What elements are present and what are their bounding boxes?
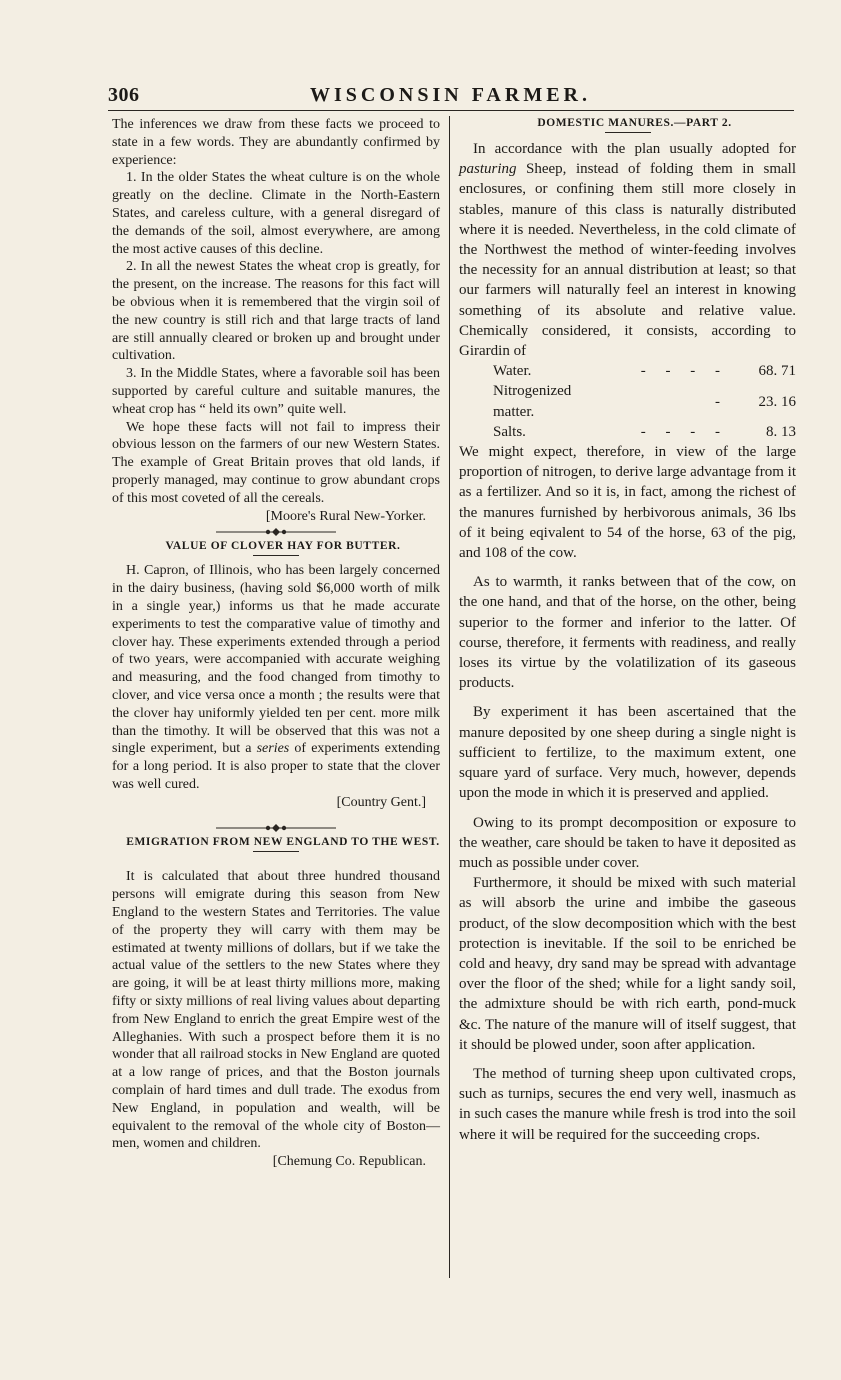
article-clover-hay — [112, 539, 440, 811]
text-span: Sheep, instead of folding them in small enclosures, or confining them still more closely in stables, manure of this class is naturally distributed where it is needed. Nevertheless, in the cold climate of the Northwest the method of winter-feeding involves the necessity for an annual distribution at least; so that our farmers will naturally feel an interest in knowing something of its absolute and relative value. Chemically considered, it consists, according to Girardin of — [459, 161, 796, 360]
section-ornament — [112, 527, 440, 537]
page-header — [108, 84, 794, 110]
component-label: Water. — [493, 363, 532, 380]
italic-text: pasturing — [459, 161, 517, 178]
table-row — [493, 361, 796, 381]
paragraph: We might expect, therefore, in view of the large proportion of nitrogen, to derive large advantage from it as a fertilizer. And so it is, in fact, among the richest of the manures furnished by herbivorous animals, 36 lbs of it being eqivalent to 54 of the horse, 63 of the pig, and 108 of the cow. — [459, 444, 796, 562]
left-column — [112, 116, 440, 1171]
source-credit: [Chemung Co. Republican. — [272, 1154, 426, 1170]
paragraph: Owing to its prompt decomposition or exposure to the weather, care should be taken to have it deposited as much as possible under cover. — [459, 814, 796, 871]
text-span: H. Capron, of Illinois, who has been largely concerned in the dairy business, (having sold $6,000 worth of milk in a single year,) informs us that he made accurate experiments to test the comparative value of timothy and clover hay. These experiments extended through a period of two years, were accompanied with accurate weighing and measuring, and the food changed from timothy to clover, and vice versa once a month ; the results were that the clover hay uniformly yielded ten per cent. more milk than the timothy. It will be observed that this was not a single experiment, but a — [112, 563, 440, 757]
paragraph: As to warmth, it ranks between that of the cow, on the one hand, and that of the horse, on the other, being superior to the former and inferior to the latter. Of course, therefore, it ferments with readiness, and really loses its virtue by the volatilization of its gaseous products. — [459, 574, 796, 692]
right-column — [459, 116, 796, 1145]
article-title: DOMESTIC MANURES.—PART 2. — [537, 117, 732, 129]
table-row — [493, 422, 796, 442]
component-value: 23. 16 — [758, 393, 796, 410]
composition-table — [493, 361, 796, 442]
paragraph: 1. In the older States the wheat culture is on the whole greatly on the decline. Climate in the North-Eastern States, and careless culture, with a general disregard of the demands of the soil, almost everywhere, are among the most active causes of this decline. — [112, 170, 440, 257]
leader-dots: - — [715, 393, 728, 410]
component-value: 68. 71 — [758, 363, 796, 380]
paragraph: Furthermore, it should be mixed with such material as will absorb the urine and imbibe the gaseous product, of the slow decomposition which with the best protection is inevitable. If the soil to be enriched be cold and heavy, dry sand may be spread with advantage over the floor of the shed; while for a light sandy soil, the admixture should be with rich earth, pond-muck &c. The nature of the manure will of itself suggest, that it should be plowed under, soon after application. — [459, 875, 796, 1053]
leader-dots: - - - - — [640, 363, 728, 380]
text-span: In accordance with the plan usually adopted for — [473, 141, 796, 157]
paragraph: We hope these facts will not fail to impress their obvious lesson on the farmers of our new Western States. The example of Great Britain proves that old lands, if properly managed, may continue to grow abundant crops of this most coveted of all the cereals. — [112, 419, 440, 506]
text-span: of experiments extending for a long period. It is also proper to state that the clover was well cured. — [112, 741, 440, 792]
paragraph: The method of turning sheep upon cultivated crops, such as turnips, secures the end very well, inasmuch as in such cases the manure while fresh is trod into the soil where it will be required for the succeeding crops. — [459, 1065, 796, 1143]
leader-dots: - - - - — [640, 423, 728, 440]
article-emigration — [112, 835, 440, 1171]
column-divider — [449, 116, 450, 1278]
title-rule — [253, 851, 299, 852]
table-row — [493, 381, 796, 421]
title-rule — [253, 555, 299, 556]
paragraph: 3. In the Middle States, where a favorable soil has been supported by careful culture and suitable manures, the wheat crop has “ held its own” quite well. — [112, 366, 440, 417]
title-rule — [605, 132, 651, 133]
paragraph — [459, 139, 796, 361]
component-label: Salts. — [493, 423, 526, 440]
article-wheat-culture — [112, 116, 440, 525]
paragraph — [112, 562, 440, 793]
component-value: 8. 13 — [766, 423, 796, 440]
paragraph: It is calculated that about three hundred thousand persons will emigrate during this season from New England to the western States and Territories. The value of the property they will carry with them may be estimated at twenty millions of dollars, but if we take the actual value of the settlers to the new States where they are going, it will be at least thirty millions more, making fifty or sixty millions of real living values about departing from New England to enrich the great Empire west of the Alleghanies. With such a prospect before them it is no wonder that all railroad stocks in New England are quoted at a low range of prices, and that the Boston journals complain of hard times and dull trade. The exodus from New England, in population and wealth, will be equivalent to the removal of the whole city of Boston—men, women and children. — [112, 869, 440, 1152]
page-number: 306 — [108, 84, 140, 106]
paragraph: By experiment it has been ascertained that the manure deposited by one sheep during a single night is sufficient to fertilize, to the maximum extent, one square yard of surface. Very much, however, depends upon the mode in which it is preserved and applied. — [459, 704, 796, 802]
article-title: EMIGRATION FROM NEW ENGLAND TO THE WEST. — [126, 836, 440, 849]
source-credit: [Country Gent.] — [336, 794, 426, 810]
publication-title: WISCONSIN FARMER. — [310, 84, 591, 106]
italic-text: series — [256, 741, 290, 757]
paragraph: The inferences we draw from these facts we proceed to state in a few words. They are abundantly confirmed by experience: — [112, 117, 440, 168]
section-ornament — [112, 823, 440, 833]
article-title: VALUE OF CLOVER HAY FOR BUTTER. — [165, 540, 401, 553]
header-rule — [108, 110, 794, 112]
source-credit: [Moore's Rural New-Yorker. — [265, 508, 426, 524]
paragraph: 2. In all the newest States the wheat crop is greatly, for the present, on the increase. The reasons for this fact will be obvious when it is remembered that the virgin soil of the new country is still rich and that large tracts of land are still annually cleared or broken up and brought under cultivation. — [112, 259, 440, 364]
component-label: Nitrogenized matter. — [493, 383, 572, 420]
